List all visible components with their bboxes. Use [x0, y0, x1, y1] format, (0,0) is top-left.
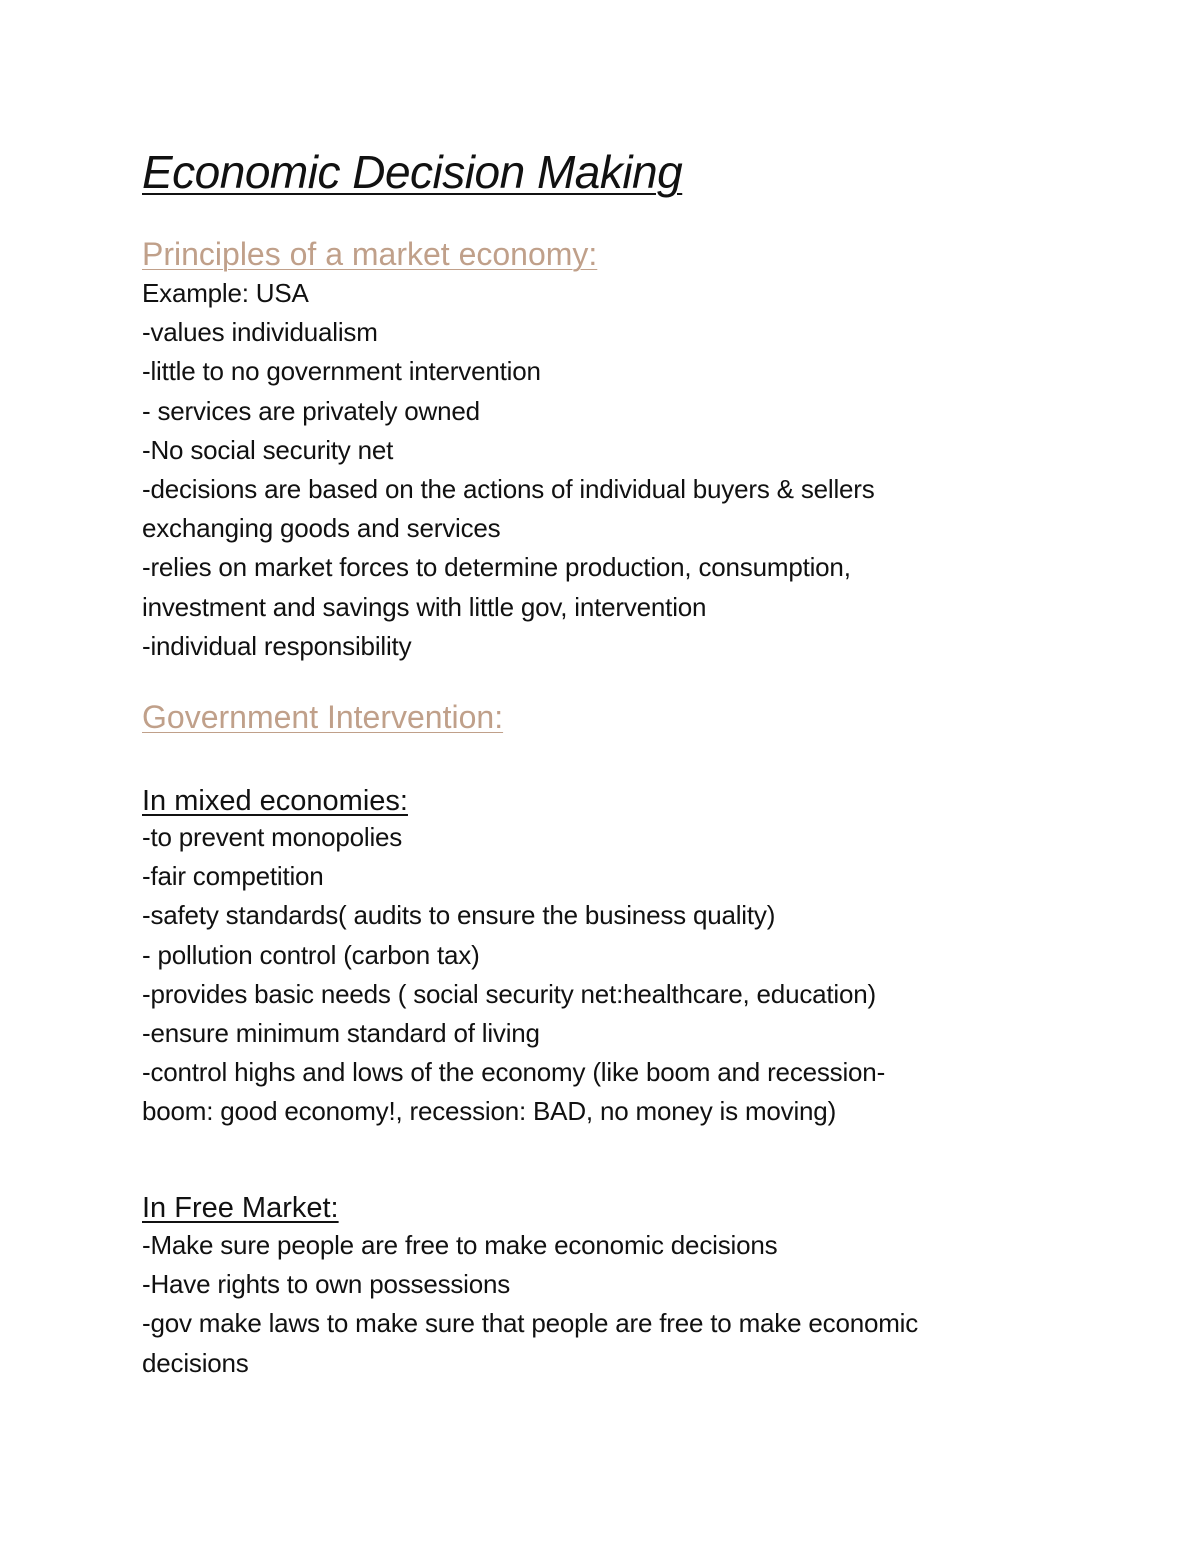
list-item: -No social security net [142, 434, 394, 465]
free-market-subheading: In Free Market: [142, 1192, 339, 1224]
list-item: -fair competition [142, 861, 324, 892]
list-item: -individual responsibility [142, 630, 412, 661]
list-item: -little to no government intervention [142, 356, 541, 387]
list-item: -Have rights to own possessions [142, 1269, 511, 1300]
free-market-list [142, 1226, 1042, 1383]
list-item: -Make sure people are free to make economic decisions [142, 1230, 778, 1260]
list-item: exchanging goods and services [142, 513, 501, 544]
list-item: -values individualism [142, 317, 378, 348]
list-item: boom: good economy!, recession: BAD, no money is moving) [142, 1096, 837, 1127]
market-economy-list [142, 274, 1042, 666]
list-item: -relies on market forces to determine production, consumption, [142, 552, 851, 583]
list-item: -decisions are based on the actions of individual buyers & sellers [142, 473, 875, 504]
list-item: -provides basic needs ( social security net:healthcare, education) [142, 978, 876, 1009]
list-item: - pollution control (carbon tax) [142, 939, 480, 970]
government-intervention-heading: Government Intervention: [142, 699, 504, 735]
market-economy-heading: Principles of a market economy: [142, 236, 598, 272]
list-item: decisions [142, 1347, 249, 1378]
list-item: -gov make laws to make sure that people are free to make economic [142, 1308, 919, 1339]
list-item: - services are privately owned [142, 395, 480, 426]
page-title: Economic Decision Making [142, 146, 683, 198]
list-item: -to prevent monopolies [142, 822, 403, 852]
mixed-economies-subheading: In mixed economies: [142, 785, 408, 817]
list-item: -safety standards( audits to ensure the business quality) [142, 900, 776, 931]
list-item: -ensure minimum standard of living [142, 1017, 540, 1048]
mixed-economies-list [142, 818, 1042, 1132]
list-item: investment and savings with little gov, intervention [142, 591, 707, 622]
list-item: Example: USA [142, 278, 309, 308]
list-item: -control highs and lows of the economy (like boom and recession- [142, 1057, 886, 1088]
